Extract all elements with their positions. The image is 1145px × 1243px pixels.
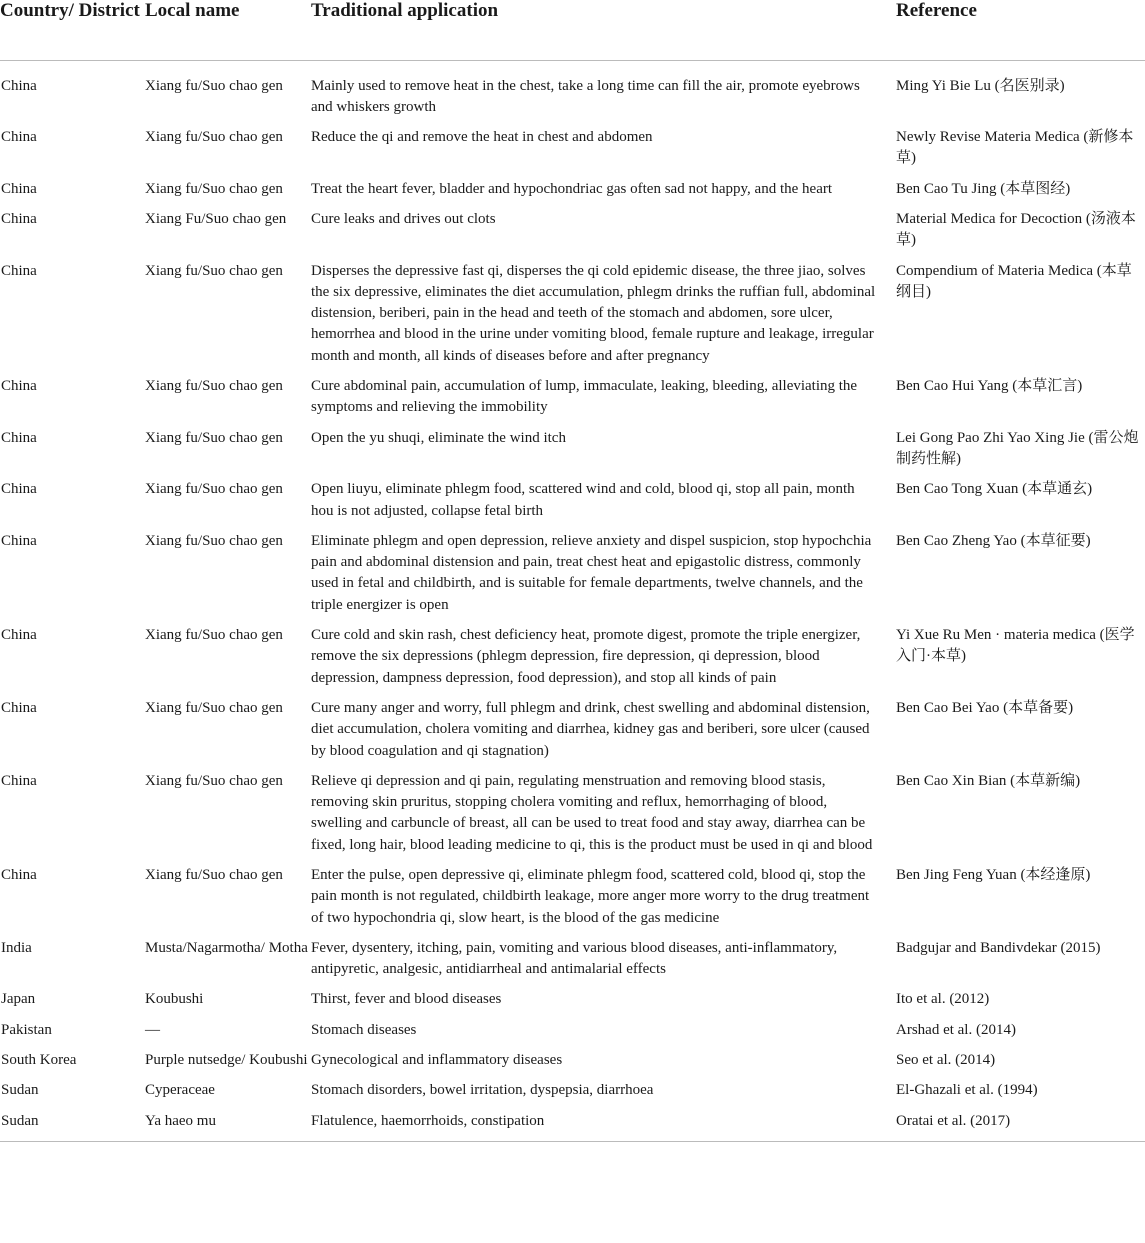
cell-traditional-application: Mainly used to remove heat in the chest, take a long time can fill the air, promote eyebrows and whiskers growth <box>311 77 860 115</box>
cell-reference: Ben Cao Xin Bian (本草新编) <box>896 772 1081 789</box>
cell-country: China <box>1 262 37 279</box>
cell-local-name: Xiang fu/Suo chao gen <box>145 378 283 395</box>
table-row <box>0 771 1145 865</box>
cell-country: China <box>1 429 37 446</box>
table-row <box>0 865 1145 938</box>
table-row <box>0 376 1145 428</box>
cell-reference: Ben Cao Tong Xuan (本草通玄) <box>896 481 1093 498</box>
cell-reference: Newly Revise Materia Medica (新修本草) <box>896 129 1134 167</box>
table-row <box>0 698 1145 771</box>
cell-local-name: Xiang fu/Suo chao gen <box>145 481 283 498</box>
cell-local-name: Musta/Nagarmotha/ Motha <box>145 939 308 956</box>
table-row <box>0 1050 1145 1080</box>
cell-local-name: Xiang fu/Suo chao gen <box>145 699 283 716</box>
cell-traditional-application: Cure leaks and drives out clots <box>311 210 496 227</box>
cell-traditional-application: Cure many anger and worry, full phlegm and drink, chest swelling and abdominal distension, diet accumulation, cholera vomiting and diarrhea, kidney gas and beriberi, sore ulcer (caused by blood coagulation and qi stagnation) <box>311 699 870 759</box>
cell-reference: El-Ghazali et al. (1994) <box>896 1082 1038 1099</box>
header-traditional-application: Traditional application <box>311 0 896 61</box>
cell-reference: Ben Cao Tu Jing (本草图经) <box>896 180 1071 197</box>
cell-traditional-application: Stomach disorders, bowel irritation, dyspepsia, diarrhoea <box>311 1082 654 1099</box>
cell-reference: Ben Cao Bei Yao (本草备要) <box>896 699 1074 716</box>
cell-traditional-application: Relieve qi depression and qi pain, regulating menstruation and removing blood stasis, removing skin pruritus, stopping cholera vomiting and reflux, hemorrhaging of blood, swelling and carbuncle of breast, all can be used to treat food and stay away, diarrhea can be fixed, long hair, blood leading medicine to qi, this is the product must be used in qi and blood <box>311 772 873 853</box>
cell-traditional-application: Disperses the depressive fast qi, disperses the qi cold epidemic disease, the three jiao, solves the six depressive, eliminates the diet accumulation, phlegm drinks the ruffian full, abdominal distension, beriberi, pain in the head and teeth of the stomach and abdomen, sore ulcer, hemorrhea and blood in the urine under vomiting blood, female rupture and leakage, irregular month and month, all kinds of diseases before and after pregnancy <box>311 262 876 364</box>
header-row <box>0 0 1145 61</box>
cell-local-name: Cyperaceae <box>145 1082 215 1099</box>
table-row <box>0 531 1145 625</box>
header-local-name: Local name <box>145 0 311 61</box>
cell-country: China <box>1 180 37 197</box>
cell-traditional-application: Fever, dysentery, itching, pain, vomiting and various blood diseases, anti-inflammatory, antipyretic, analgesic, antidiarrheal and antimalarial effects <box>311 939 838 978</box>
table-row <box>0 261 1145 376</box>
cell-local-name: Ya haeo mu <box>145 1112 216 1129</box>
cell-country: Pakistan <box>1 1021 52 1038</box>
table-row <box>0 1020 1145 1050</box>
cell-country: China <box>1 867 37 883</box>
cell-reference: Ben Jing Feng Yuan (本经逢原) <box>896 867 1091 883</box>
cell-local-name: Xiang fu/Suo chao gen <box>145 532 283 549</box>
cell-traditional-application: Eliminate phlegm and open depression, relieve anxiety and dispel suspicion, stop hypochchia pain and abdominal distension and pain, treat chest heat and epigastolic distress, commonly used in fetal and childbirth, and is suitable for female departments, twelve channels, and the triple energizer is open <box>311 532 872 613</box>
table-bottom-rule <box>0 1141 1145 1142</box>
cell-country: Sudan <box>1 1112 39 1129</box>
cell-country: China <box>1 210 37 227</box>
cell-local-name: Xiang fu/Suo chao gen <box>145 129 283 146</box>
cell-traditional-application: Thirst, fever and blood diseases <box>311 991 502 1008</box>
header-reference: Reference <box>896 0 1145 61</box>
cell-country: India <box>1 939 32 956</box>
cell-traditional-application: Open liuyu, eliminate phlegm food, scattered wind and cold, blood qi, stop all pain, month hou is not adjusted, collapse fetal birth <box>311 481 855 519</box>
cell-country: China <box>1 77 37 94</box>
table-row <box>0 1080 1145 1110</box>
cell-reference: Ming Yi Bie Lu (名医别录) <box>896 77 1065 94</box>
cell-country: South Korea <box>1 1052 77 1069</box>
cell-reference: Ito et al. (2012) <box>896 991 990 1008</box>
table-row <box>0 989 1145 1019</box>
table-row <box>0 938 1145 990</box>
table-row <box>0 76 1145 128</box>
table-row <box>0 209 1145 261</box>
cell-local-name: Xiang fu/Suo chao gen <box>145 77 283 94</box>
cell-traditional-application: Cure abdominal pain, accumulation of lump, immaculate, leaking, bleeding, alleviating the symptoms and relieving the immobility <box>311 378 858 416</box>
table-header <box>0 0 1145 61</box>
cell-traditional-application: Enter the pulse, open depressive qi, eliminate phlegm food, scattered cold, blood qi, stop the pain month is not regulated, childbirth leakage, more anger more worry to the drug treatment of two hypochondria qi, slow heart, is the blood of the gas medicine <box>311 867 870 926</box>
cell-local-name: Xiang fu/Suo chao gen <box>145 262 283 279</box>
cell-reference: Oratai et al. (2017) <box>896 1112 1011 1129</box>
table-row <box>0 127 1145 179</box>
cell-country: Sudan <box>1 1082 39 1099</box>
cell-country: China <box>1 378 37 395</box>
cell-country: China <box>1 627 37 644</box>
cell-reference: Seo et al. (2014) <box>896 1052 996 1069</box>
cell-local-name: Xiang Fu/Suo chao gen <box>145 210 287 227</box>
cell-country: China <box>1 772 37 789</box>
table-row <box>0 179 1145 209</box>
cell-local-name: Koubushi <box>145 991 204 1008</box>
header-spacer <box>0 61 1145 76</box>
cell-reference: Lei Gong Pao Zhi Yao Xing Jie (雷公炮制药性解) <box>896 429 1139 467</box>
cell-traditional-application: Cure cold and skin rash, chest deficiency heat, promote digest, promote the triple energizer, remove the six depressions (phlegm depression, fire depression, qi depression, blood depression, dampness depression, food depression), and stop all kinds of pain <box>311 627 861 686</box>
cell-traditional-application: Open the yu shuqi, eliminate the wind itch <box>311 429 566 446</box>
cell-reference: Compendium of Materia Medica (本草纲目) <box>896 262 1132 300</box>
cell-traditional-application: Treat the heart fever, bladder and hypochondriac gas often sad not happy, and the heart <box>311 180 833 197</box>
cell-reference: Ben Cao Hui Yang (本草汇言) <box>896 378 1083 395</box>
cell-traditional-application: Reduce the qi and remove the heat in chest and abdomen <box>311 129 653 146</box>
cell-country: China <box>1 129 37 146</box>
table-body <box>0 61 1145 1141</box>
cell-local-name: Xiang fu/Suo chao gen <box>145 867 283 883</box>
cell-reference: Material Medica for Decoction (汤液本草) <box>896 210 1136 249</box>
table-row <box>0 1111 1145 1141</box>
cell-local-name: Purple nutsedge/ Koubushi <box>145 1052 308 1069</box>
header-country: Country/ District <box>0 0 145 61</box>
cell-country: China <box>1 532 37 549</box>
cell-country: China <box>1 481 37 498</box>
cell-traditional-application: Stomach diseases <box>311 1021 417 1038</box>
cell-country: China <box>1 699 37 716</box>
cell-reference: Yi Xue Ru Men · materia medica (医学入门·本草) <box>896 627 1135 665</box>
cell-reference: Ben Cao Zheng Yao (本草征要) <box>896 532 1091 549</box>
cell-traditional-application: Gynecological and inflammatory diseases <box>311 1052 563 1069</box>
cell-traditional-application: Flatulence, haemorrhoids, constipation <box>311 1112 545 1129</box>
cell-reference: Arshad et al. (2014) <box>896 1021 1016 1038</box>
cell-local-name: Xiang fu/Suo chao gen <box>145 627 283 644</box>
cell-local-name: — <box>145 1021 160 1038</box>
cell-reference: Badgujar and Bandivdekar (2015) <box>896 939 1101 956</box>
table-row <box>0 428 1145 480</box>
cell-local-name: Xiang fu/Suo chao gen <box>145 772 283 789</box>
table-row <box>0 479 1145 531</box>
cell-local-name: Xiang fu/Suo chao gen <box>145 429 283 446</box>
cell-local-name: Xiang fu/Suo chao gen <box>145 180 283 197</box>
table-row <box>0 625 1145 698</box>
cell-country: Japan <box>1 991 36 1008</box>
